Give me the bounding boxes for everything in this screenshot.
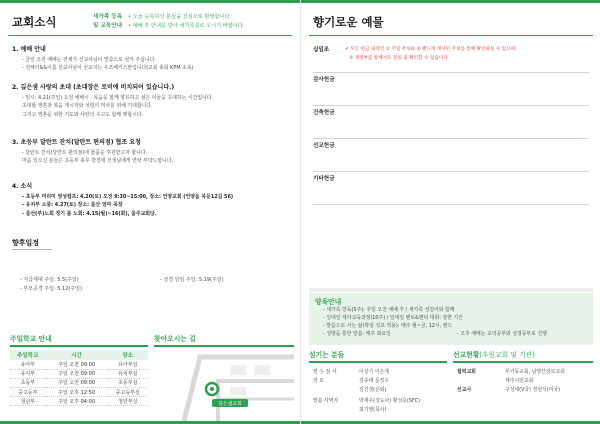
offering-notes: ✔ 모든 헌금 내역인 ① 주일 주보와 ② 밴드에 게시된 주보를 통해 확인하실 수 있으며, ③ 재정부를 통해서도 문의 및 확인할 수 있습니다. <box>345 47 517 61</box>
sunday-school-info <box>10 333 148 406</box>
offering-row-mission: 선교헌금 <box>313 139 589 172</box>
table-row: 유아부 주일 오전 09:00 유아부실 <box>10 360 148 369</box>
schedule-item: - 지급세대 주일: 5.5(주일) <box>20 277 79 283</box>
top-accent-bar <box>0 0 300 3</box>
top-accent-bar <box>301 0 600 3</box>
registration-tags: 새가족 등록 및 교육안내 <box>93 14 122 29</box>
offering-row-thanks: 감사헌금 <box>313 73 589 106</box>
map-image[interactable] <box>154 347 294 421</box>
offering-row-building: 건축헌금 <box>313 106 589 139</box>
directions-map <box>154 333 294 424</box>
servers-title: 섬기는 분들 <box>309 349 447 363</box>
section-talent-fair: 3. 초등부 달란트 잔치(달란트 편의점) 협조 요청 - 달란트 잔치(달란트 편의점)에 물품을 후원받고자 합니다. 마음 있으신 분들은 초등부 총무 박경애 선생님에게 연락 부탁드립니다. <box>12 139 173 165</box>
table-row: 중고등부 주일 오후 12:50 중고등부실 <box>10 388 148 397</box>
servers-section: 섬기는 분들 헌 수 점 사 이상기 이은재 장 로 김종태 문정수 김진경(은퇴) 말씀 사역자 박재우(강도사) 황성호(SFC) 최기영(목사) <box>309 349 447 421</box>
nurture-title: 양육안내 <box>315 298 342 306</box>
right-page <box>300 0 600 424</box>
section-news: 4. 소식 - 초등부 머리미 영성캠프: 4.20(토) 오전 9:30~15:00, 장소: 언양교회 (언양읍 북문12길 56) - 유치부 소풍: 4.27(토) 장소: 울산 엄마 목장 - 울산(부)노회 정기 봄 노회: 4.15(월)~16(화), 울주교회당. <box>12 183 234 217</box>
section-worship-info: 1. 예배 안내 - 금일 오전 예배는 전체가 선교사님이 말씀으로 섬겨 주십니다. - 전체가&&이름 선교사님이 선교지는 우즈베키스탄입니다(교회 총회 KPM 소속) <box>12 46 194 72</box>
schedule-item: - 성경 암임 주일: 5.19(주일) <box>160 277 224 283</box>
page-title: 향기로운 예물 <box>313 15 384 29</box>
church-news-header <box>8 10 292 36</box>
sunday-school-table: 주일학교 시간 장소 유아부 주일 오전 09:00 유아부실 유치부 주일 오전 09:00 유치부실 초등부 주일 오전 09:00 초등부실 중고등부 주일 오후 12:50 중고등부실 청년부 주일 오후 04:00 청년부실 <box>10 350 148 406</box>
nurture-info: 양육안내 - 새가족 양육(5주): 주일 오전 예배 후 / 새가족 성김이와 함께 - 일대일 제자교육과정(10주) / 일대일 멘토&멘티 대화: 장한 기간 - 말씀으로 사는 삶(학임 성교 적용): 매주 월~금, 12시, 밴드 - 성방을 통한 말씀: 매주 화요일 - 오후 예배는 교리공부와 성경공부로 진행 <box>309 293 593 345</box>
missions-title: 선교현황(후원교회 및 기관) <box>453 349 593 363</box>
church-label: 달은샘교회 <box>218 402 242 407</box>
upcoming-schedule <box>12 238 288 292</box>
missions-section: 선교현황(후원교회 및 기관) 협력교회 무거동교회, 남양산장로교회 제주시민교회 선교사 구성태(V국) 정현석(미국) <box>453 349 593 421</box>
offering-header <box>309 10 593 36</box>
sunday-school-title: 주일학교 안내 <box>10 333 148 347</box>
registration-notes: • 오늘 등록하신 분들을 진심으로 환영합니다. • 예배 후 안내를 받아 새가족실로 오시기 바랍니다. <box>128 14 245 29</box>
page-title: 교회소식 <box>12 15 57 29</box>
directions-title: 찾아오시는 길 <box>154 333 294 347</box>
table-row: 청년부 주일 오후 04:00 청년부실 <box>10 397 148 406</box>
table-row: 초등부 주일 오전 09:00 초등부실 <box>10 378 148 387</box>
table-row: 유치부 주일 오전 09:00 유치부실 <box>10 369 148 378</box>
tithe-label: 십일조 <box>313 47 330 53</box>
section-divider <box>309 288 593 292</box>
tithe-row <box>313 43 589 73</box>
schedule-item: - 부모공경 주일: 5.12(주일) <box>20 286 82 292</box>
upcoming-title: 향후일정 <box>12 238 52 250</box>
section-invitation: 2. 깊은샘 사랑의 초대 (초대장은 로비에 비치되어 있습니다.) - 일시: 4.21(주일) 오전 예배시 · 목음을 함께 향유하고 싶은 이들을 초대하는 시간입니다. 초대할 영혼과 복음 게시자와 성령의 역사를 위해 기대합니다. 그리고 영혼을 위한 기도와 사랑의 수고도 함께 행합시다. <box>12 84 214 118</box>
offering-row-other: 기타헌금 <box>313 172 589 205</box>
